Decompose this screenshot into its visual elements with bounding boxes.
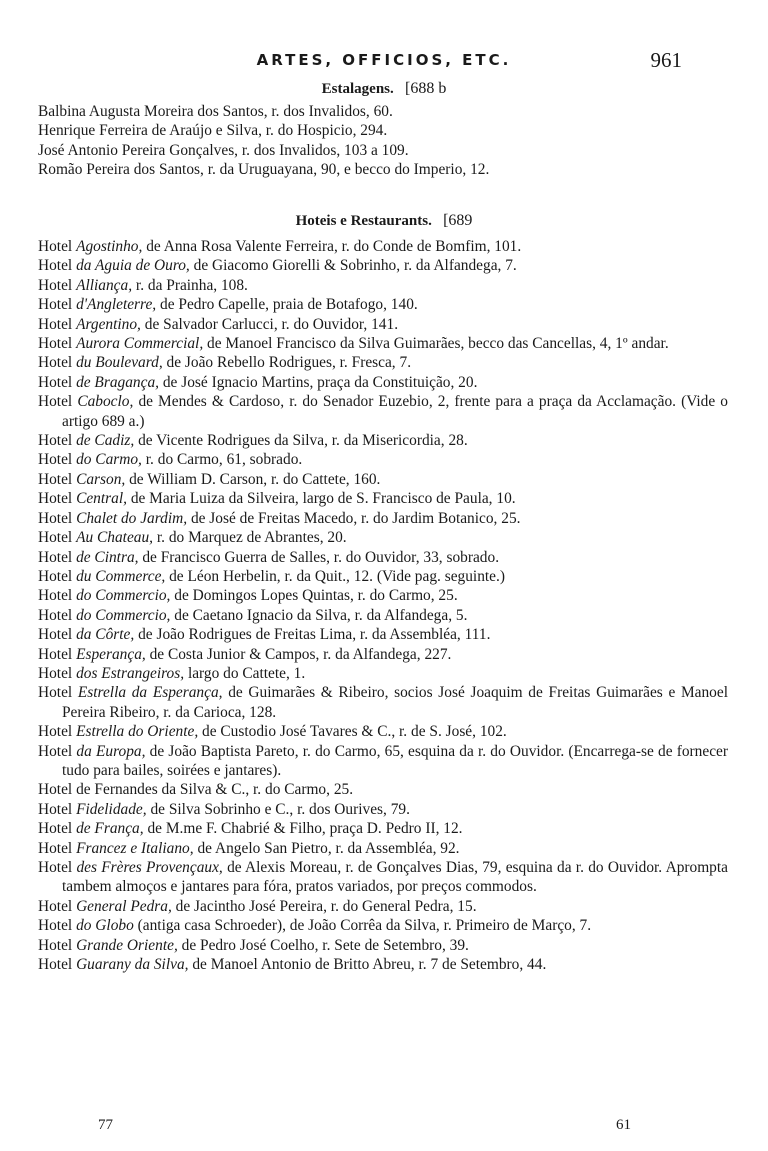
- entry-details: de José Ignacio Martins, praça da Constituição, 20.: [162, 373, 478, 391]
- entry-keyword: Hotel: [38, 335, 73, 353]
- entry-details: de Maria Luiza da Silveira, largo de S. Francisco de Paula, 10.: [130, 490, 516, 508]
- entry-details: de João Baptista Pareto, r. do Carmo, 65, esquina da r. do Ouvidor. (Encarrega-se de fornecer tudo para bailes, soirées e jantares).: [62, 742, 728, 779]
- list-item: Henrique Ferreira de Araújo e Silva, r. do Hospicio, 294.: [38, 122, 388, 140]
- list-item: [38, 295, 728, 314]
- list-item: [38, 586, 728, 605]
- entry-hotel-name: d'Angleterre,: [76, 296, 157, 314]
- estalagens-list: [38, 102, 728, 180]
- entry-details: de M.me F. Chabrié & Filho, praça D. Pedro II, 12.: [147, 820, 463, 838]
- entry-keyword: Hotel: [38, 820, 73, 838]
- list-item: [38, 567, 728, 586]
- list-item: [38, 645, 728, 664]
- entry-details: de Anna Rosa Valente Ferreira, r. do Conde de Bomfim, 101.: [146, 238, 522, 255]
- entry-hotel-name: Carson,: [76, 470, 126, 488]
- list-item: [38, 839, 728, 858]
- entry-keyword: Hotel: [38, 742, 73, 760]
- entry-details: de Caetano Ignacio da Silva, r. da Alfandega, 5.: [174, 606, 468, 624]
- list-item: [38, 858, 728, 897]
- entry-hotel-name: de Cadiz,: [76, 432, 135, 450]
- entry-details: de Francisco Guerra de Salles, r. do Ouvidor, 33, sobrado.: [142, 548, 500, 566]
- entry-hotel-name: da Aguia de Ouro,: [76, 257, 190, 275]
- entry-hotel-name: da Europa,: [76, 742, 146, 760]
- entry-keyword: Hotel: [38, 354, 73, 372]
- list-item: [38, 606, 728, 625]
- entry-keyword: Hotel: [38, 451, 73, 469]
- entry-hotel-name: Central,: [76, 490, 127, 508]
- entry-keyword: Hotel: [38, 509, 73, 527]
- entry-details: de Manoel Antonio de Britto Abreu, r. 7 de Setembro, 44.: [192, 956, 547, 974]
- entry-details: de Vicente Rodrigues da Silva, r. da Misericordia, 28.: [138, 432, 468, 450]
- list-item: [38, 683, 728, 722]
- list-item: [38, 470, 728, 489]
- entry-keyword: Hotel: [38, 839, 73, 857]
- sheet-number: 61: [616, 1117, 631, 1133]
- list-item: [38, 528, 728, 547]
- entry-keyword: Hotel: [38, 432, 73, 450]
- entry-details: de Mendes & Cardoso, r. do Senador Euzebio, 2, frente para a praça da Acclamação. (Vide o artigo 689 a.): [62, 393, 728, 430]
- entry-keyword: Hotel: [38, 470, 73, 488]
- entry-details: de Alexis Moreau, r. de Gonçalves Dias, 79, esquina da r. do Ouvidor. Apromptа tambem almoços e jantares para fóra, pratos variados, por preços commodos.: [62, 859, 728, 896]
- list-item: [38, 276, 728, 295]
- list-item: [38, 780, 728, 799]
- entry-hotel-name: de França,: [76, 820, 144, 838]
- entry-details: de Léon Herbelin, r. da Quit., 12. (Vide pag. seguinte.): [169, 567, 505, 585]
- entry-keyword: Hotel: [38, 257, 73, 275]
- entry-hotel-name: de Cintra,: [76, 548, 139, 566]
- list-item: [38, 664, 728, 683]
- hoteis-list: [38, 237, 728, 974]
- entry-details: largo do Cattete, 1.: [187, 664, 306, 682]
- list-item: Romão Pereira dos Santos, r. da Uruguayana, 90, e becco do Imperio, 12.: [38, 161, 490, 179]
- list-item: [38, 548, 728, 567]
- entry-hotel-name: Chalet do Jardim,: [76, 509, 188, 527]
- entry-details: de William D. Carson, r. do Cattete, 160.: [129, 470, 381, 488]
- entry-details: de Costa Junior & Campos, r. da Alfandega, 227.: [149, 645, 452, 663]
- entry-details: de João Rebello Rodrigues, r. Fresca, 7.: [166, 354, 412, 372]
- list-item: [38, 819, 728, 838]
- entry-details: de Pedro José Coelho, r. Sete de Setembro, 39.: [181, 936, 469, 954]
- entry-hotel-name: Estrella do Oriente,: [76, 723, 199, 741]
- list-item: José Antonio Pereira Gonçalves, r. dos Invalidos, 103 a 109.: [38, 141, 409, 159]
- list-item: [38, 955, 728, 974]
- entry-details: de José de Freitas Macedo, r. do Jardim Botanico, 25.: [190, 509, 521, 527]
- entry-hotel-name: Fidelidade,: [76, 800, 147, 818]
- entry-keyword: Hotel: [38, 723, 73, 741]
- entry-hotel-name: do Commercio,: [76, 606, 171, 624]
- entry-details: de Guimarães & Ribeiro, socios José Joaquim de Freitas Guimarães e Manoel Pereira Ribeiro, r. da Carioca, 128.: [62, 684, 728, 721]
- entry-keyword: Hotel: [38, 859, 73, 876]
- list-item: [38, 936, 728, 955]
- list-item: [38, 353, 728, 372]
- entry-keyword: Hotel: [38, 373, 73, 391]
- entry-keyword: Hotel: [38, 529, 73, 547]
- list-item: Balbina Augusta Moreira dos Santos, r. dos Invalidos, 60.: [38, 103, 393, 120]
- entry-details: de Giacomo Giorelli & Sobrinho, r. da Alfandega, 7.: [193, 257, 517, 275]
- heading-number: [689: [443, 212, 473, 229]
- entry-details: r. da Prainha, 108.: [135, 276, 248, 294]
- entry-keyword: Hotel: [38, 315, 73, 333]
- entry-details: de João Rodrigues de Freitas Lima, r. da Assembléa, 111.: [138, 626, 491, 644]
- list-item: [38, 237, 728, 256]
- entry-keyword: Hotel: [38, 490, 73, 508]
- entry-keyword: Hotel: [38, 626, 73, 644]
- entry-keyword: Hotel: [38, 238, 73, 255]
- entry-hotel-name: Guarany da Silva,: [76, 956, 189, 974]
- entry-details: de Jacintho José Pereira, r. do General Pedra, 15.: [175, 897, 477, 915]
- entry-details: de Pedro Capelle, praia de Botafogo, 140.: [160, 296, 418, 314]
- list-item: [38, 392, 728, 431]
- list-item: [38, 256, 728, 275]
- entry-keyword: Hotel: [38, 296, 73, 314]
- entry-hotel-name: do Commercio,: [76, 587, 171, 605]
- heading-number: [688 b: [405, 80, 447, 97]
- entry-keyword: Hotel: [38, 587, 73, 605]
- entry-keyword: Hotel: [38, 781, 73, 799]
- entry-hotel-name: Au Chateau,: [76, 529, 154, 547]
- list-item: [38, 315, 728, 334]
- page-header: [0, 48, 768, 74]
- entry-details: de Angelo San Pietro, r. da Assembléa, 92.: [197, 839, 460, 857]
- entry-hotel-name: dos Estrangeiros,: [76, 664, 185, 682]
- list-item: [38, 334, 728, 353]
- entry-hotel-name: Argentino,: [76, 315, 141, 333]
- list-item: [38, 450, 728, 469]
- entry-hotel-name: du Boulevard,: [76, 354, 163, 372]
- entry-keyword: Hotel: [38, 800, 73, 818]
- signature-mark: 77: [98, 1117, 113, 1133]
- entry-keyword: Hotel: [38, 936, 73, 954]
- entry-hotel-name: Aurora Commercial,: [76, 335, 204, 353]
- list-item: [38, 509, 728, 528]
- list-item: [38, 742, 728, 781]
- entry-details: de Silva Sobrinho e C., r. dos Ourives, 79.: [150, 800, 410, 818]
- entry-keyword: Hotel: [38, 548, 73, 566]
- entry-keyword: Hotel: [38, 606, 73, 624]
- entry-hotel-name: do Carmo,: [76, 451, 142, 469]
- entry-keyword: Hotel: [38, 917, 73, 935]
- list-item: [38, 431, 728, 450]
- entry-keyword: Hotel: [38, 645, 73, 663]
- section-heading-hoteis: [0, 212, 768, 230]
- section-heading-estalagens: [0, 80, 768, 98]
- list-item: [38, 489, 728, 508]
- entry-hotel-name: General Pedra,: [76, 897, 172, 915]
- entry-hotel-name: Agostinho,: [76, 238, 143, 255]
- entry-keyword: Hotel: [38, 567, 73, 585]
- entry-details: de Manoel Francisco da Silva Guimarães, becco das Cancellas, 4, 1º andar.: [207, 335, 669, 353]
- list-item: [38, 897, 728, 916]
- entry-hotel-name: Estrella da Esperança,: [77, 684, 223, 702]
- entry-details: de Salvador Carlucci, r. do Ouvidor, 141.: [144, 315, 399, 333]
- running-title: ARTES, OFFICIOS, ETC.: [256, 51, 512, 69]
- entry-details: de Fernandes da Silva & C., r. do Carmo, 25.: [76, 781, 354, 799]
- entry-details: (antiga casa Schroeder), de João Corrêa da Silva, r. Primeiro de Março, 7.: [137, 917, 592, 935]
- list-item: [38, 625, 728, 644]
- entry-hotel-name: do Globo: [76, 917, 134, 935]
- list-item: [38, 722, 728, 741]
- entry-keyword: Hotel: [38, 393, 73, 411]
- entry-details: r. do Marquez de Abrantes, 20.: [156, 529, 347, 547]
- entry-details: r. do Carmo, 61, sobrado.: [145, 451, 303, 469]
- entry-keyword: Hotel: [38, 897, 73, 915]
- entry-details: de Custodio José Tavares & C., r. de S. José, 102.: [202, 723, 507, 741]
- list-item: [38, 800, 728, 819]
- entry-hotel-name: da Côrte,: [76, 626, 135, 644]
- entry-keyword: Hotel: [38, 664, 73, 682]
- heading-text: Estalagens.: [321, 81, 394, 97]
- entry-hotel-name: du Commerce,: [76, 567, 166, 585]
- entry-hotel-name: Grande Oriente,: [76, 936, 178, 954]
- entry-details: de Domingos Lopes Quintas, r. do Carmo, 25.: [174, 587, 458, 605]
- entry-keyword: Hotel: [38, 684, 73, 702]
- entry-hotel-name: des Frères Provençaux,: [76, 859, 223, 876]
- list-item: [38, 373, 728, 392]
- entry-hotel-name: Caboclo,: [77, 393, 134, 411]
- list-item: [38, 916, 728, 935]
- page-number: 961: [650, 48, 682, 72]
- entry-hotel-name: Francez e Italiano,: [76, 839, 194, 857]
- heading-text: Hoteis e Restaurants.: [295, 213, 432, 229]
- entry-hotel-name: de Bragança,: [76, 373, 159, 391]
- entry-hotel-name: Esperança,: [76, 645, 146, 663]
- entry-keyword: Hotel: [38, 276, 73, 294]
- entry-keyword: Hotel: [38, 956, 73, 974]
- entry-hotel-name: Alliança,: [76, 276, 133, 294]
